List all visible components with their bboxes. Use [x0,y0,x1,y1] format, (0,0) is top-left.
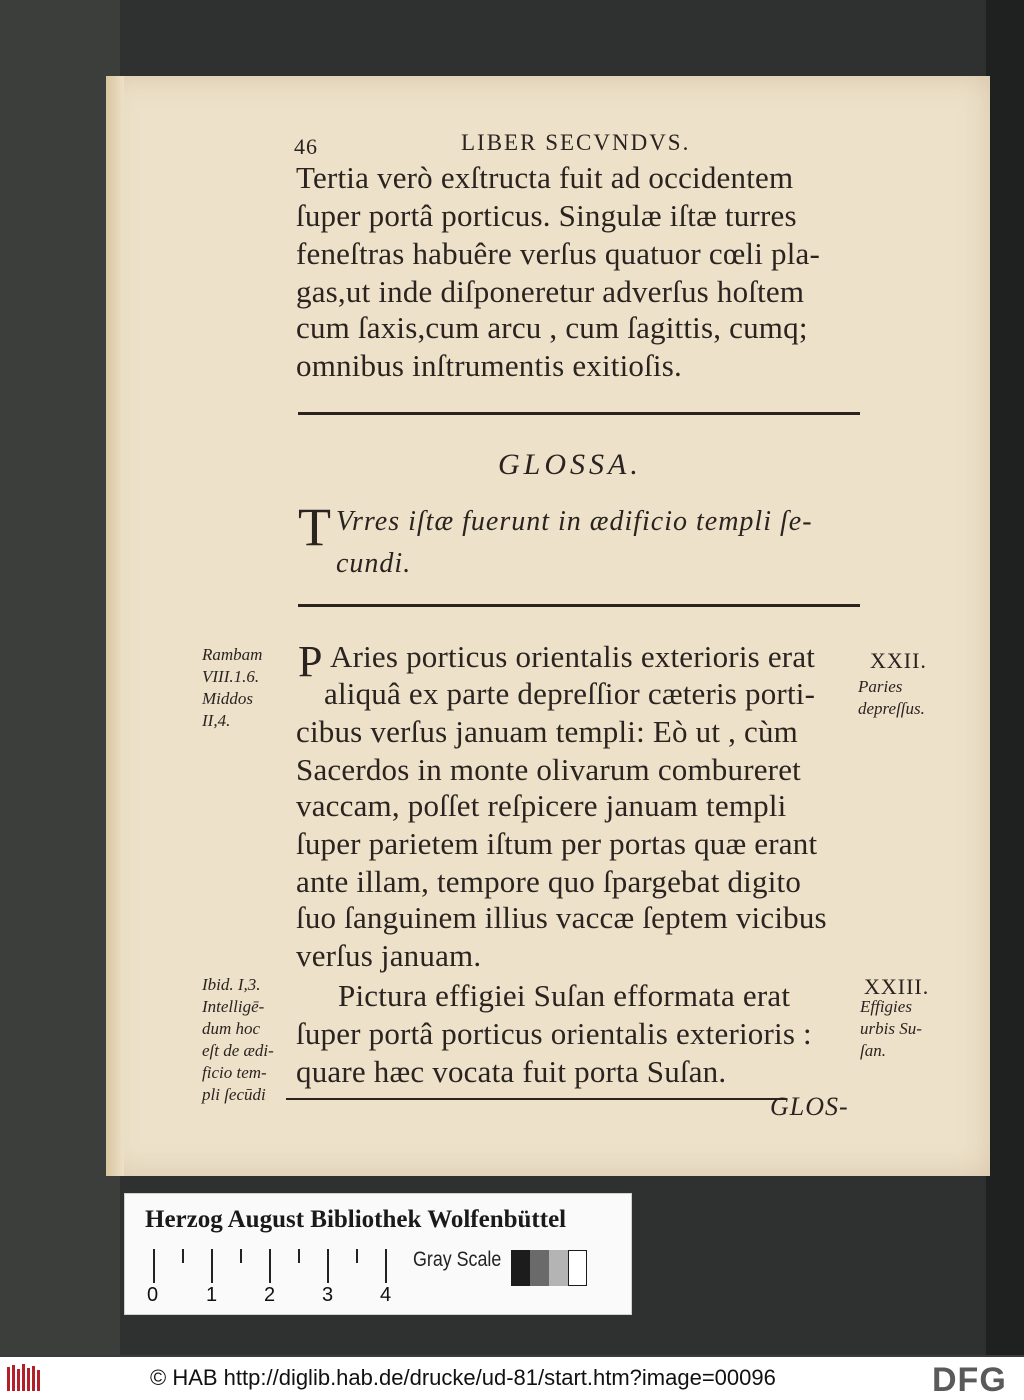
book-page [106,76,990,1176]
hab-logo-icon [6,1363,42,1393]
margin-note-line: Paries [858,677,903,696]
margin-note-line: Ibid. I,3. [202,975,261,994]
glossa-title: GLOSSA. [498,448,642,481]
body-line: cibus verſus januam templi: Eò ut , cùm [296,714,798,749]
ruler-tick [153,1249,155,1283]
drop-initial: P [298,637,323,686]
glossa-line: cundi. [336,548,412,579]
margin-note-line: dum hoc [202,1019,261,1038]
body-line: aliquâ ex parte depreſſior cæteris porti- [324,676,816,711]
body-line: ſuper portâ porticus orientalis exterioris : [296,1016,812,1051]
gray-swatch [511,1250,530,1286]
margin-note-line: Effigies [860,997,912,1016]
dfg-logo: DFG [932,1361,1007,1399]
margin-note-left [202,644,288,732]
margin-note-line: ficio tem- [202,1063,267,1082]
body-line: ſuo ſanguinem illius vaccæ ſeptem vicibus [296,900,827,935]
scan-background-edge [986,0,1024,1355]
margin-note-right [858,676,948,720]
ruler-tick [298,1249,300,1263]
gray-swatch [530,1250,549,1286]
margin-note-line: ſan. [860,1041,886,1060]
ruler-number: 3 [322,1284,334,1306]
text-underline [286,1098,786,1100]
body-line: verſus januam. [296,938,482,973]
margin-note-line: pli ſecūdi [202,1085,266,1104]
library-name: Herzog August Bibliothek Wolfenbüttel [145,1206,567,1233]
drop-initial: T [298,497,331,557]
ruler-number: 0 [147,1284,159,1306]
body-line: Sacerdos in monte olivarum combureret [296,752,801,787]
library-scale-card [124,1193,632,1315]
running-title: LIBER SECVNDVS. [461,130,691,155]
gray-swatch [568,1250,587,1286]
margin-note-left [202,974,292,1106]
margin-note-line: urbis Su- [860,1019,922,1038]
body-line: ſuper portâ porticus. Singulæ iſtæ turres [296,198,797,233]
section-rule [298,412,860,415]
ruler [153,1249,403,1283]
body-line: quare hæc vocata fuit porta Suſan. [296,1054,727,1089]
scan-background-left [0,0,120,1355]
catchword: GLOS- [770,1092,849,1121]
glossa-line: Vrres iſtæ fuerunt in ædificio templi ſe- [336,506,813,537]
credit-link[interactable]: © HAB http://diglib.hab.de/drucke/ud-81/start.htm?image=00096 [150,1365,776,1390]
ruler-tick [385,1249,387,1283]
ruler-tick [240,1249,242,1263]
ruler-number: 2 [264,1284,276,1306]
ruler-tick [269,1249,271,1283]
section-number: XXIII. [864,974,930,999]
ruler-number: 4 [380,1284,392,1306]
ruler-tick [327,1249,329,1283]
section-rule [298,604,860,607]
ruler-tick [211,1249,213,1283]
gray-swatch [549,1250,568,1286]
margin-note-line: depreſſus. [858,699,925,718]
body-line: gas,ut inde diſponeretur adverſus hoſtem [296,274,805,309]
body-line: Tertia verò exſtructa fuit ad occidentem [296,160,794,195]
body-line: Pictura effigiei Suſan efformata erat [338,978,791,1013]
page-gutter-shadow [106,76,124,1176]
margin-note-line: Intelligē- [202,997,265,1016]
margin-note-right [860,996,950,1062]
body-line: vaccam, poſſet reſpicere januam templi [296,788,787,823]
ruler-tick [182,1249,184,1263]
gray-scale-label: Gray Scale [413,1248,502,1271]
page-number: 46 [294,134,318,159]
body-line: ſuper parietem iſtum per portas quæ erant [296,826,818,861]
margin-note-line: Rambam [202,645,263,664]
footer-bar [0,1357,1024,1400]
margin-note-line: II,4. [202,711,231,730]
body-line: Aries porticus orientalis exterioris erat [330,639,816,674]
body-line: feneſtras habuêre verſus quatuor cœli pla- [296,236,820,271]
body-line: ante illam, tempore quo ſpargebat digito [296,864,802,899]
body-line: cum ſaxis,cum arcu , cum ſagittis, cumq; [296,310,808,345]
section-number: XXII. [870,648,927,673]
ruler-tick [356,1249,358,1263]
body-line: omnibus inſtrumentis exitioſis. [296,348,682,383]
margin-note-line: VIII.1.6. [202,667,260,686]
ruler-number: 1 [206,1284,218,1306]
margin-note-line: Middos [202,689,253,708]
margin-note-line: eſt de ædi- [202,1041,274,1060]
